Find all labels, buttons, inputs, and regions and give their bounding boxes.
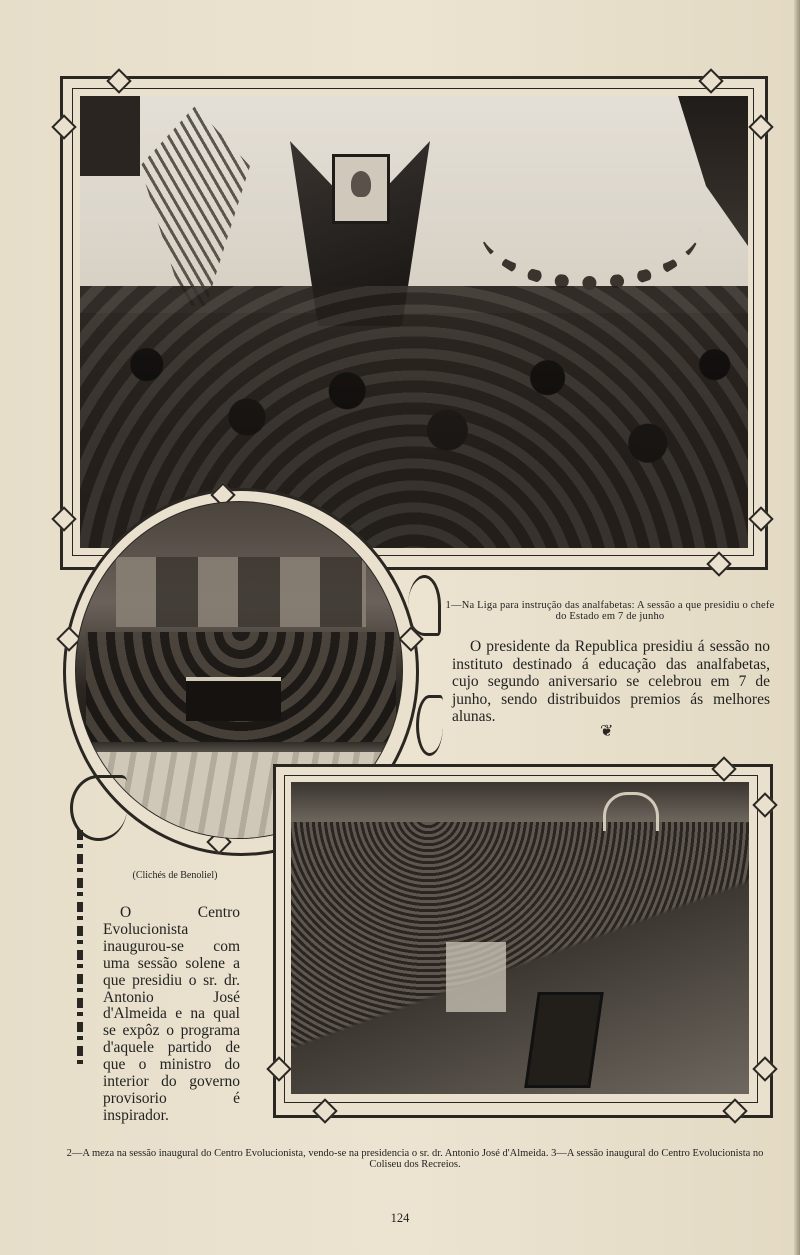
scroll-ornament-icon [416, 695, 443, 756]
article-presidente: O presidente da Republica presidiu á sessão no instituto destinado á educação das analfabetas, cujo segundo aniversario se celebrou em 7 de junho, sendo distribuidos premios ás melhores alunas. [452, 638, 770, 725]
photo-curtain [80, 96, 140, 176]
photo-liga-session [80, 96, 748, 548]
photo-stage-table [446, 942, 506, 1012]
page-spine [794, 0, 800, 1255]
scroll-ornament-icon [408, 575, 441, 636]
caption-liga: 1—Na Liga para instrução das analfabetas: A sessão a que presidiu o chefe do Estado em 7 de junho [445, 600, 775, 622]
article-centro: O Centro Evolucionista inaugurou-se com uma sessão solene a que presidiu o sr. dr. Antonio José d'Almeida e na qual se expôz o programa d'aquele partido de que o ministro do interior do governo provisorio é inspirador. [103, 904, 240, 1124]
photo-portrait [332, 154, 390, 224]
photo-arch [603, 792, 659, 831]
photo-easel [524, 992, 603, 1088]
photo-garland [480, 166, 700, 290]
photo-credit: (Clichés de Benoliel) [132, 870, 218, 881]
photo-balcony [291, 782, 749, 822]
photo-presiding-table [186, 677, 281, 721]
page-number: 124 [390, 1211, 410, 1225]
leaf-ornament-icon: ❦ [600, 723, 614, 740]
vertical-ornament-icon [77, 830, 83, 1070]
photo-coliseu-session [291, 782, 749, 1094]
photo-arches [116, 557, 366, 627]
caption-evolucionista: 2—A meza na sessão inaugural do Centro Evolucionista, vendo-se na presidencia o sr. dr. Antonio José d'Almeida. 3—A sessão inaugural do Centro Evolucionista no Coliseu dos Recreios. [66, 1148, 764, 1170]
